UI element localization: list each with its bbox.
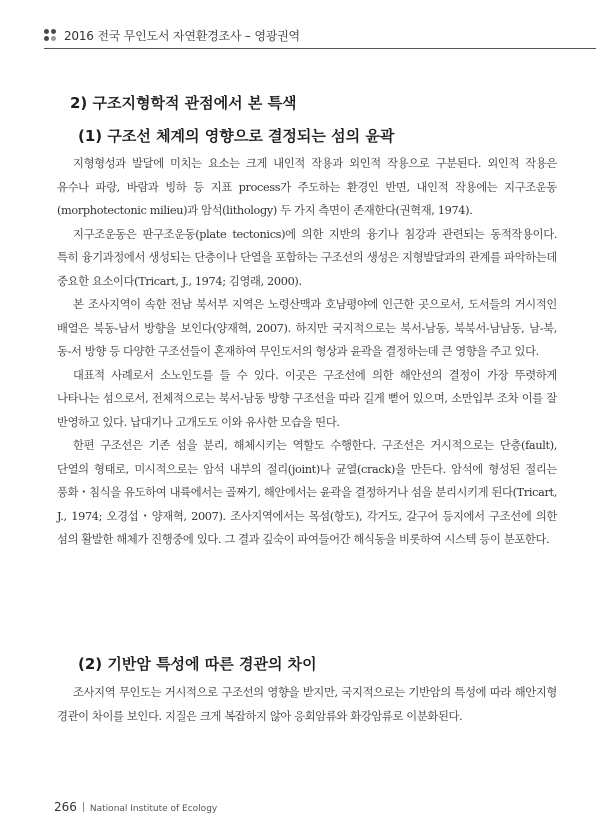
section-heading: 2) 구조지형학적 관점에서 본 특색 [70, 94, 297, 112]
paragraph: 대표적 사례로서 소노인도를 들 수 있다. 이곳은 구조선에 의한 해안선의 결정이 가장 뚜렷하게 나타나는 섬으로서, 전체적으로는 북서-남동 방향 구조선을 따라 길게 뻗어 있으며, 소만입부 조차 이를 잘 반영하고 있다. 납대기나 고개도도 이와 유사한 모습을 띤다. [57, 368, 557, 429]
subsection-2-body [57, 681, 557, 728]
subsection-2-heading: (2) 기반암 특성에 따른 경관의 차이 [78, 655, 317, 673]
dots-logo-icon [44, 29, 56, 41]
paragraph: 본 조사지역이 속한 전남 북서부 지역은 노령산맥과 호남평야에 인근한 곳으로서, 도서들의 거시적인 배열은 북동-남서 방향을 보인다(양재혁, 2007). 하지만 국지적으로는 북서-남동, 북북서-남남동, 남-북, 동-서 방향 등 다양한 구조선들이 혼재하여 무인도서의 형상과 윤곽을 결정하는데 큰 영향을 주고 있다. [57, 298, 557, 358]
footer-divider [83, 802, 84, 812]
footer-organization: National Institute of Ecology [89, 804, 218, 814]
page-number: 266 [54, 800, 77, 814]
header-rule [44, 48, 596, 49]
running-header [20, 24, 596, 50]
page-footer [54, 800, 217, 814]
subsection-1-body [57, 152, 557, 552]
paragraph: 지형형성과 발달에 미치는 요소는 크게 내인적 작용과 외인적 작용으로 구분된다. 외인적 작용은 유수나 파랑, 바람과 빙하 등 지표 process가 주도하는 환경인 반면, 내인적 작용에는 지구조운동(morphotectonic milieu)과 암석(lithology) 두 가지 측면이 존재한다(권혁재, 1974). [57, 157, 557, 217]
paragraph: 지구조운동은 판구조운동(plate tectonics)에 의한 지반의 융기나 침강과 관련되는 동적작용이다. 특히 융기과정에서 생성되는 단층이나 단열을 포함하는 구조선의 생성은 지형발달과의 관계를 파악하는데 중요한 요소이다(Tricart, J., 1974; 김영래, 2000). [57, 227, 557, 288]
paragraph: 한편 구조선은 기존 섬을 분리, 해체시키는 역할도 수행한다. 구조선은 거시적으로는 단층(fault), 단열의 형태로, 미시적으로는 암석 내부의 절리(joint)나 균열(crack)을 만든다. 암석에 형성된 절리는 풍화・침식을 유도하여 내륙에서는 골짜기, 해안에서는 윤곽을 결정하거나 섬을 분리시키게 된다(Tricart, J., 1974; 오경섭・양재혁, 2007). 조사지역에서는 목섬(항도), 각거도, 갈구어 등지에서 구조선에 의한 섬의 활발한 해체가 진행중에 있다. 그 결과 깊숙이 파여들어간 해식동을 비롯하여 시스텍 등이 분포한다. [57, 439, 557, 546]
subsection-1-heading: (1) 구조선 체계의 영향으로 결정되는 섬의 윤곽 [78, 127, 395, 145]
running-header-title: 2016 전국 무인도서 자연환경조사 – 영광권역 [64, 29, 300, 43]
paragraph: 조사지역 무인도는 거시적으로 구조선의 영향을 받지만, 국지적으로는 기반암의 특성에 따라 해안지형 경관이 차이를 보인다. 지질은 크게 복잡하지 않아 응회암류와 화강암류로 이분화된다. [57, 686, 557, 723]
